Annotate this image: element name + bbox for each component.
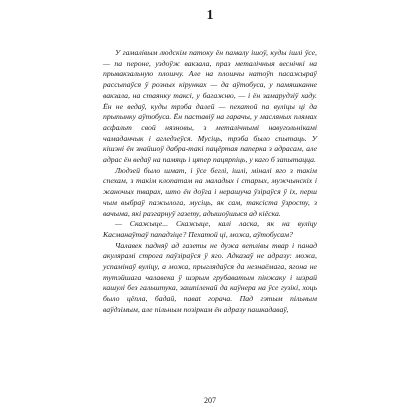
chapter-number: 1 [206, 8, 214, 23]
page-number: 207 [204, 396, 216, 405]
paragraph: — Скажыце... Скажыце, калі ласка, як на вуліцу Касманаўтаў пападзіце? Пехатой ці, можа, аўтобусам? [103, 219, 317, 239]
paragraph: Чалавек падняў ад газеты не дужа ветлівы твар і панад акулярамі строга паўзіраўся ў яго. Адказаў не адразу: можа, успамінаў вуліцу, а можа, прыглядаўся да незнаёмага, ягона не тутэйшага чалавека ў шэрым грубаватым пінжаку і шэрай кашулі без гальштука, зашпіленай да каўнера на ўсе гузікі, хоць было цёпла, бадай, паваt горача. Пад гэтым пільным ваўдзімым, але пільным позіркам ён адразу пашкадаваў, [103, 240, 317, 314]
paragraph: Людзей было шмат, і ўсе беглі, ішлі, міналі яго з такім спехам, з такім клопатам на маладых і старых, мужчынскіх і жаночых тварах, што ён доўга і нерашуча ўзіраўся ў іх, перш чым выбраў пажылога, мусіць, як сам, таксіста ўзросту, з вачыма, які разгарнуў газету, адышоўшыся ад кіёска. [103, 165, 317, 218]
paragraph: У гамалíвым людскім патоку ён памалу ішоў, куды ішлі ўсе, — па пероне, уздоўж вакзала, праз металічныя веснічкі на прывакзальную плошчу. Але на плошчы натоўп пасажыраў рассыпаўся ў розных кірунках — да аўтобуса, у памяшканне вакзала, на стаянку таксі, у багажню, — і ён замарудзіў хаду. Ён не ведаў, куды трэба далей — пехатой па вуліцы ці да прыпынку аўтобуса. Ён паставіў на гарачы, у масляных плямах асфальт свой нязновы, з металічнымі навугольнікамі чамаданчык і агледзеўся. Мусіць, трэба было спытаць. У кішэні ён знайшоў дабра-такі пацёртая паперка з адрасам, але адрас ён ведаў на памяць і цяпер пацярпіць, у каго б запытацца. [103, 48, 317, 165]
body-text [103, 48, 317, 316]
